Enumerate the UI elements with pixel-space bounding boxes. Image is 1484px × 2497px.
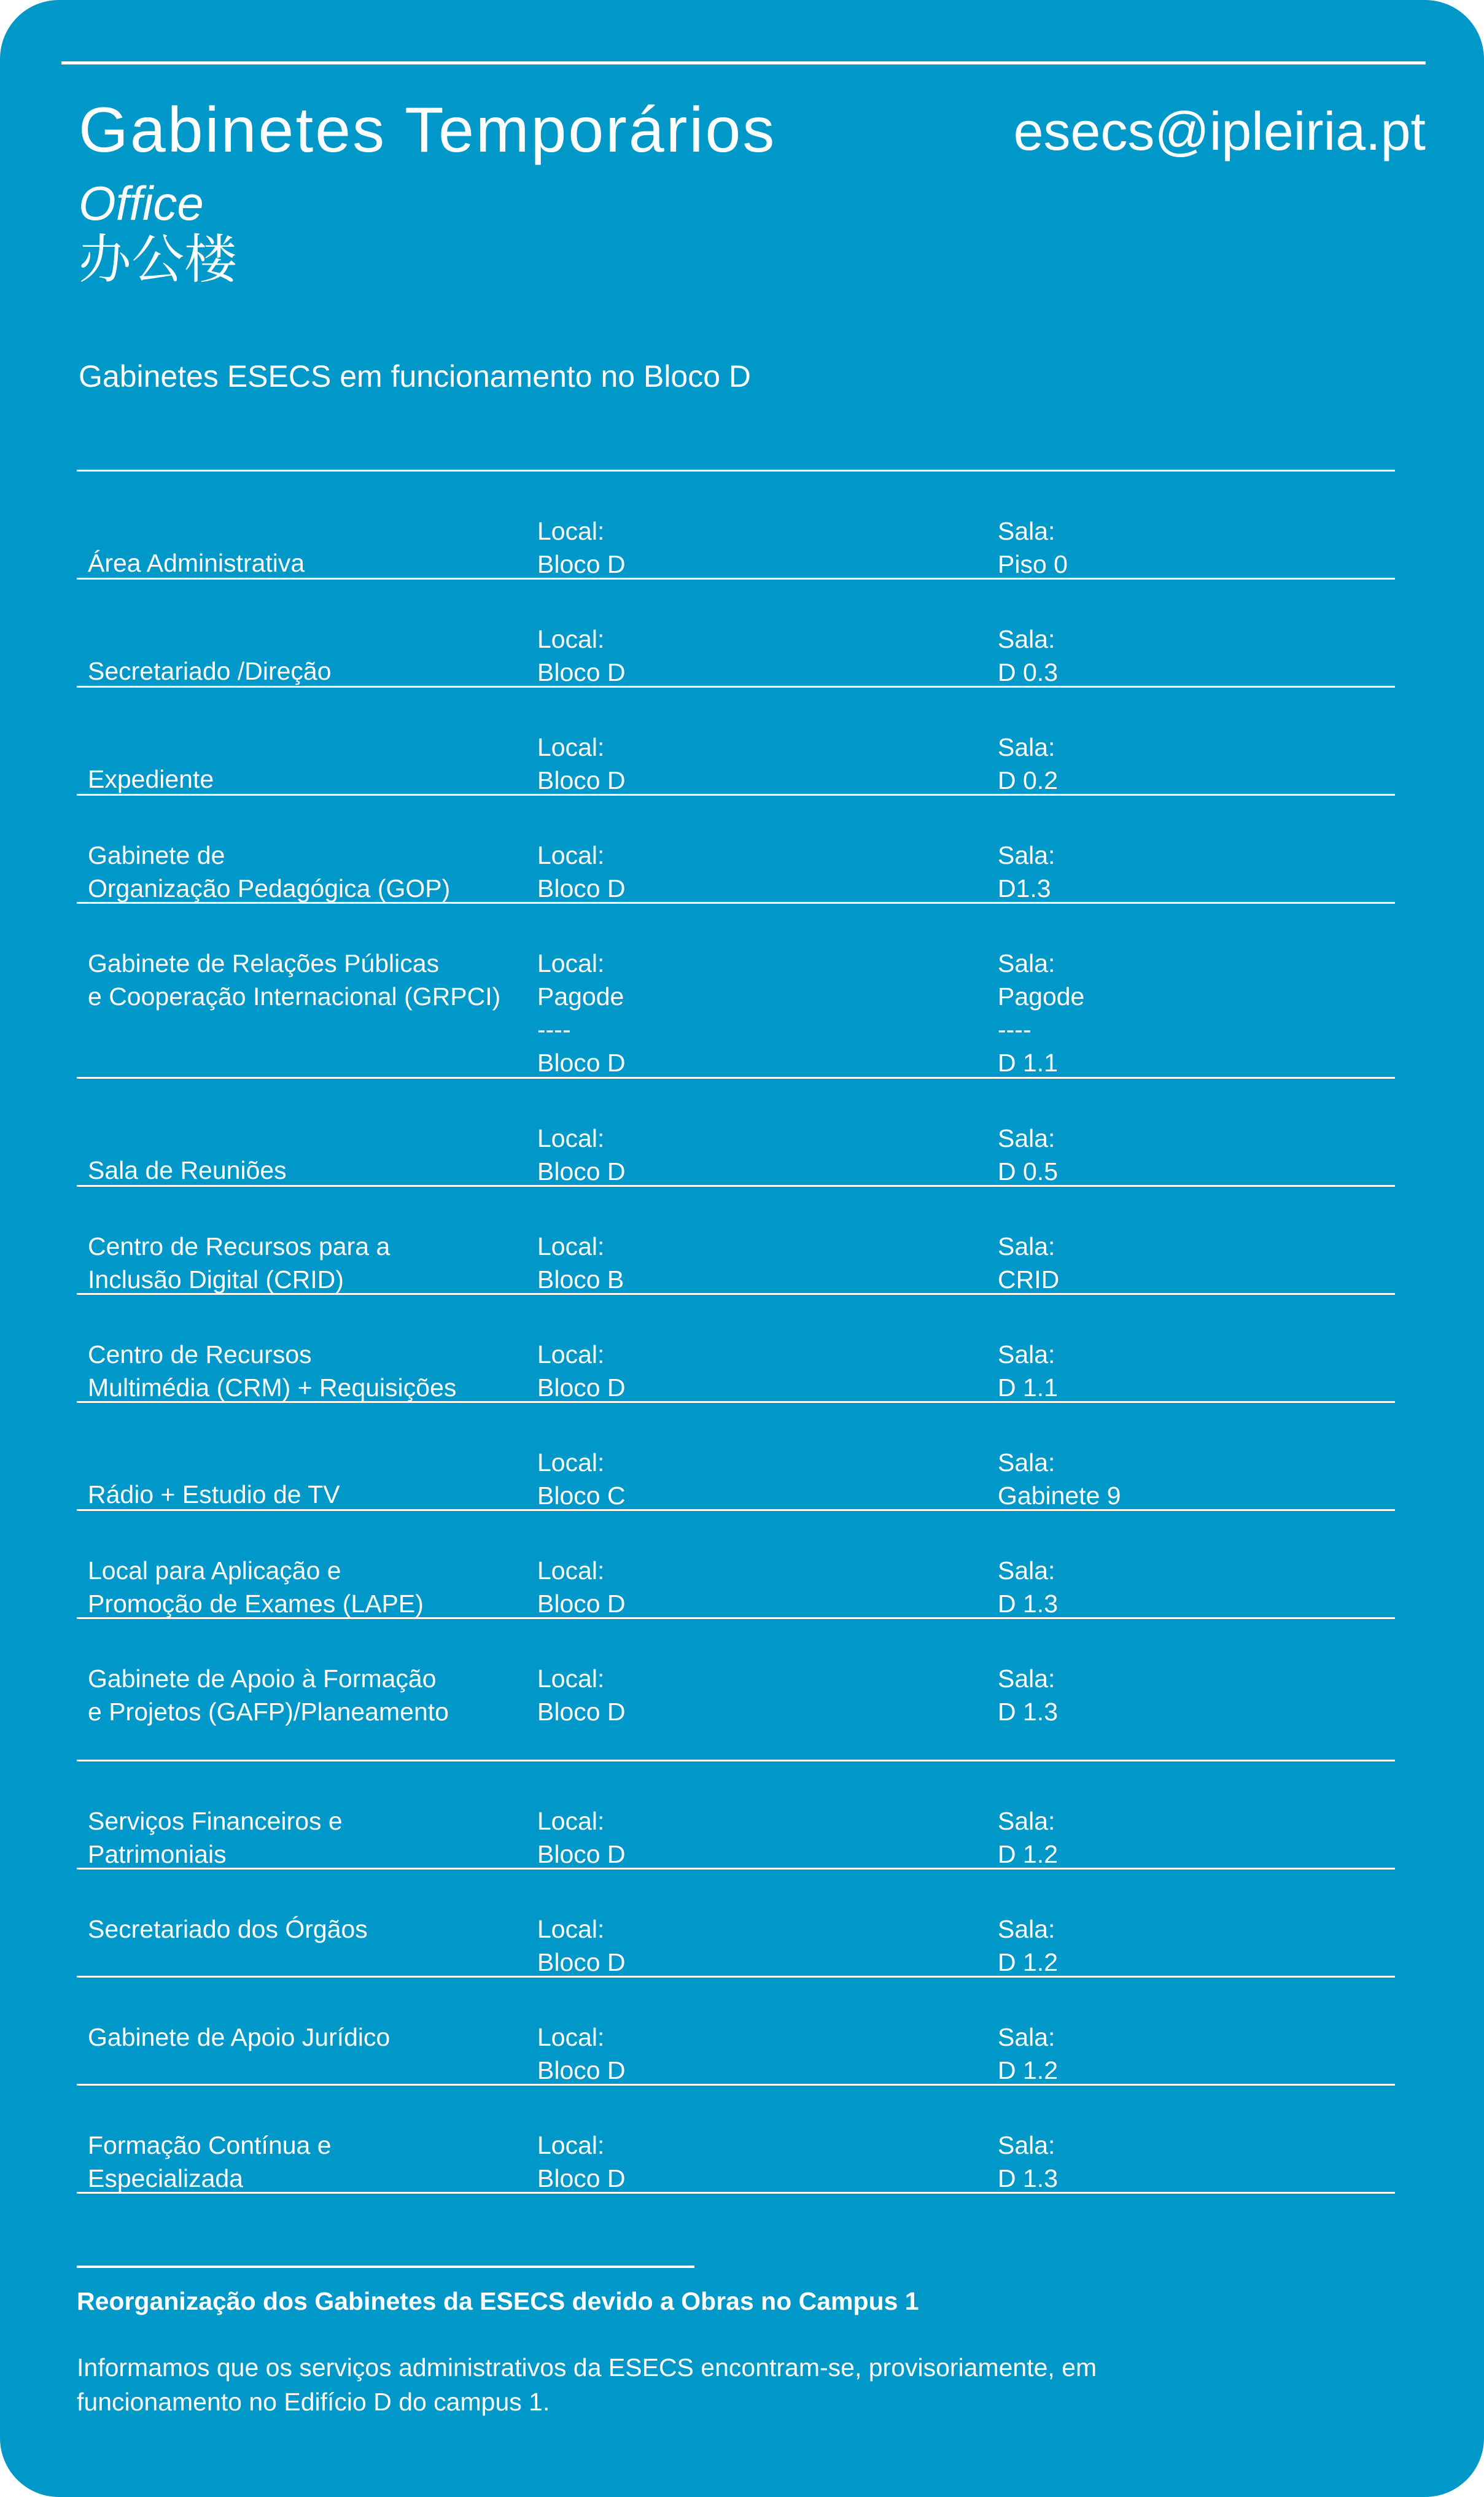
table-row [77, 904, 1395, 1079]
office-local: Local: Bloco D [537, 1915, 626, 1976]
office-name: Formação Contínua e Especializada [88, 2131, 332, 2192]
table-row [77, 1619, 1395, 1761]
table-row [77, 1295, 1395, 1403]
office-room: Sala: CRID [998, 1232, 1060, 1294]
office-room: Sala: Gabinete 9 [998, 1448, 1121, 1510]
office-local: Local: Bloco D [537, 517, 626, 578]
office-room: Sala: D 1.2 [998, 2023, 1058, 2084]
office-local: Local: Bloco D [537, 733, 626, 794]
table-row [77, 1187, 1395, 1295]
office-room: Sala: D 1.3 [998, 1556, 1058, 1618]
office-room: Sala: D 1.1 [998, 1340, 1058, 1402]
subtitle-chinese: 办公楼 [79, 229, 237, 290]
office-local: Local: Pagode ---- Bloco D [537, 949, 626, 1077]
office-local: Local: Bloco B [537, 1232, 624, 1294]
office-local: Local: Bloco D [537, 841, 626, 903]
office-room: Sala: D 1.3 [998, 1664, 1058, 1726]
office-room: Sala: D 1.2 [998, 1915, 1058, 1976]
office-local: Local: Bloco C [537, 1448, 626, 1510]
office-name: Gabinete de Relações Públicas e Cooperação Internacional (GRPCI) [88, 949, 501, 1011]
office-local: Local: Bloco D [537, 625, 626, 686]
office-room: Sala: D 0.2 [998, 733, 1058, 794]
table-row [77, 688, 1395, 796]
table-row [77, 1761, 1395, 1870]
table-row [77, 1870, 1395, 1978]
office-room: Sala: D 1.3 [998, 2131, 1058, 2192]
office-room: Sala: Piso 0 [998, 517, 1068, 578]
office-local: Local: Bloco D [537, 2131, 626, 2192]
office-local: Local: Bloco D [537, 1807, 626, 1868]
contact-email[interactable]: esecs@ipleiria.pt [1013, 101, 1426, 161]
office-name: Centro de Recursos Multimédia (CRM) + Requisições [88, 1340, 457, 1402]
footer-divider [77, 2266, 694, 2268]
top-divider [61, 61, 1426, 64]
page-title: Gabinetes Temporários [79, 95, 777, 166]
offices-table [77, 470, 1395, 2194]
office-room: Sala: D 0.5 [998, 1124, 1058, 1186]
table-row [77, 1079, 1395, 1187]
office-name: Área Administrativa [88, 549, 305, 577]
office-local: Local: Bloco D [537, 1340, 626, 1402]
subtitle-english: Office [79, 176, 204, 230]
office-name: Expediente [88, 765, 214, 793]
table-row [77, 1978, 1395, 2086]
office-name: Gabinete de Apoio Jurídico [88, 2023, 390, 2051]
table-row [77, 796, 1395, 904]
office-name: Local para Aplicação e Promoção de Exames (LAPE) [88, 1556, 424, 1618]
office-name: Centro de Recursos para a Inclusão Digital (CRID) [88, 1232, 390, 1294]
office-name: Gabinete de Apoio à Formação e Projetos (GAFP)/Planeamento [88, 1664, 449, 1726]
office-name: Gabinete de Organização Pedagógica (GOP) [88, 841, 451, 903]
office-local: Local: Bloco D [537, 1124, 626, 1186]
table-row [77, 1511, 1395, 1619]
office-name: Secretariado /Direção [88, 657, 332, 685]
table-row [77, 1403, 1395, 1511]
office-local: Local: Bloco D [537, 1556, 626, 1618]
table-row [77, 472, 1395, 580]
office-name: Rádio + Estudio de TV [88, 1480, 340, 1509]
office-local: Local: Bloco D [537, 1664, 626, 1726]
table-row [77, 2086, 1395, 2194]
office-local: Local: Bloco D [537, 2023, 626, 2084]
intro-text: Gabinetes ESECS em funcionamento no Bloco D [79, 359, 752, 394]
office-name: Serviços Financeiros e Patrimoniais [88, 1807, 343, 1868]
office-room: Sala: D 0.3 [998, 625, 1058, 686]
footer-heading: Reorganização dos Gabinetes da ESECS devido a Obras no Campus 1 [77, 2287, 919, 2315]
office-room: Sala: D1.3 [998, 841, 1055, 903]
table-row [77, 580, 1395, 688]
office-name: Sala de Reuniões [88, 1156, 287, 1184]
footer-text: Informamos que os serviços administrativos da ESECS encontram-se, provisoriamente, em funcionamento no Edifício D do campus 1. [77, 2353, 1097, 2416]
office-name: Secretariado dos Órgãos [88, 1915, 368, 1943]
office-room: Sala: D 1.2 [998, 1807, 1058, 1868]
office-room: Sala: Pagode ---- D 1.1 [998, 949, 1085, 1077]
